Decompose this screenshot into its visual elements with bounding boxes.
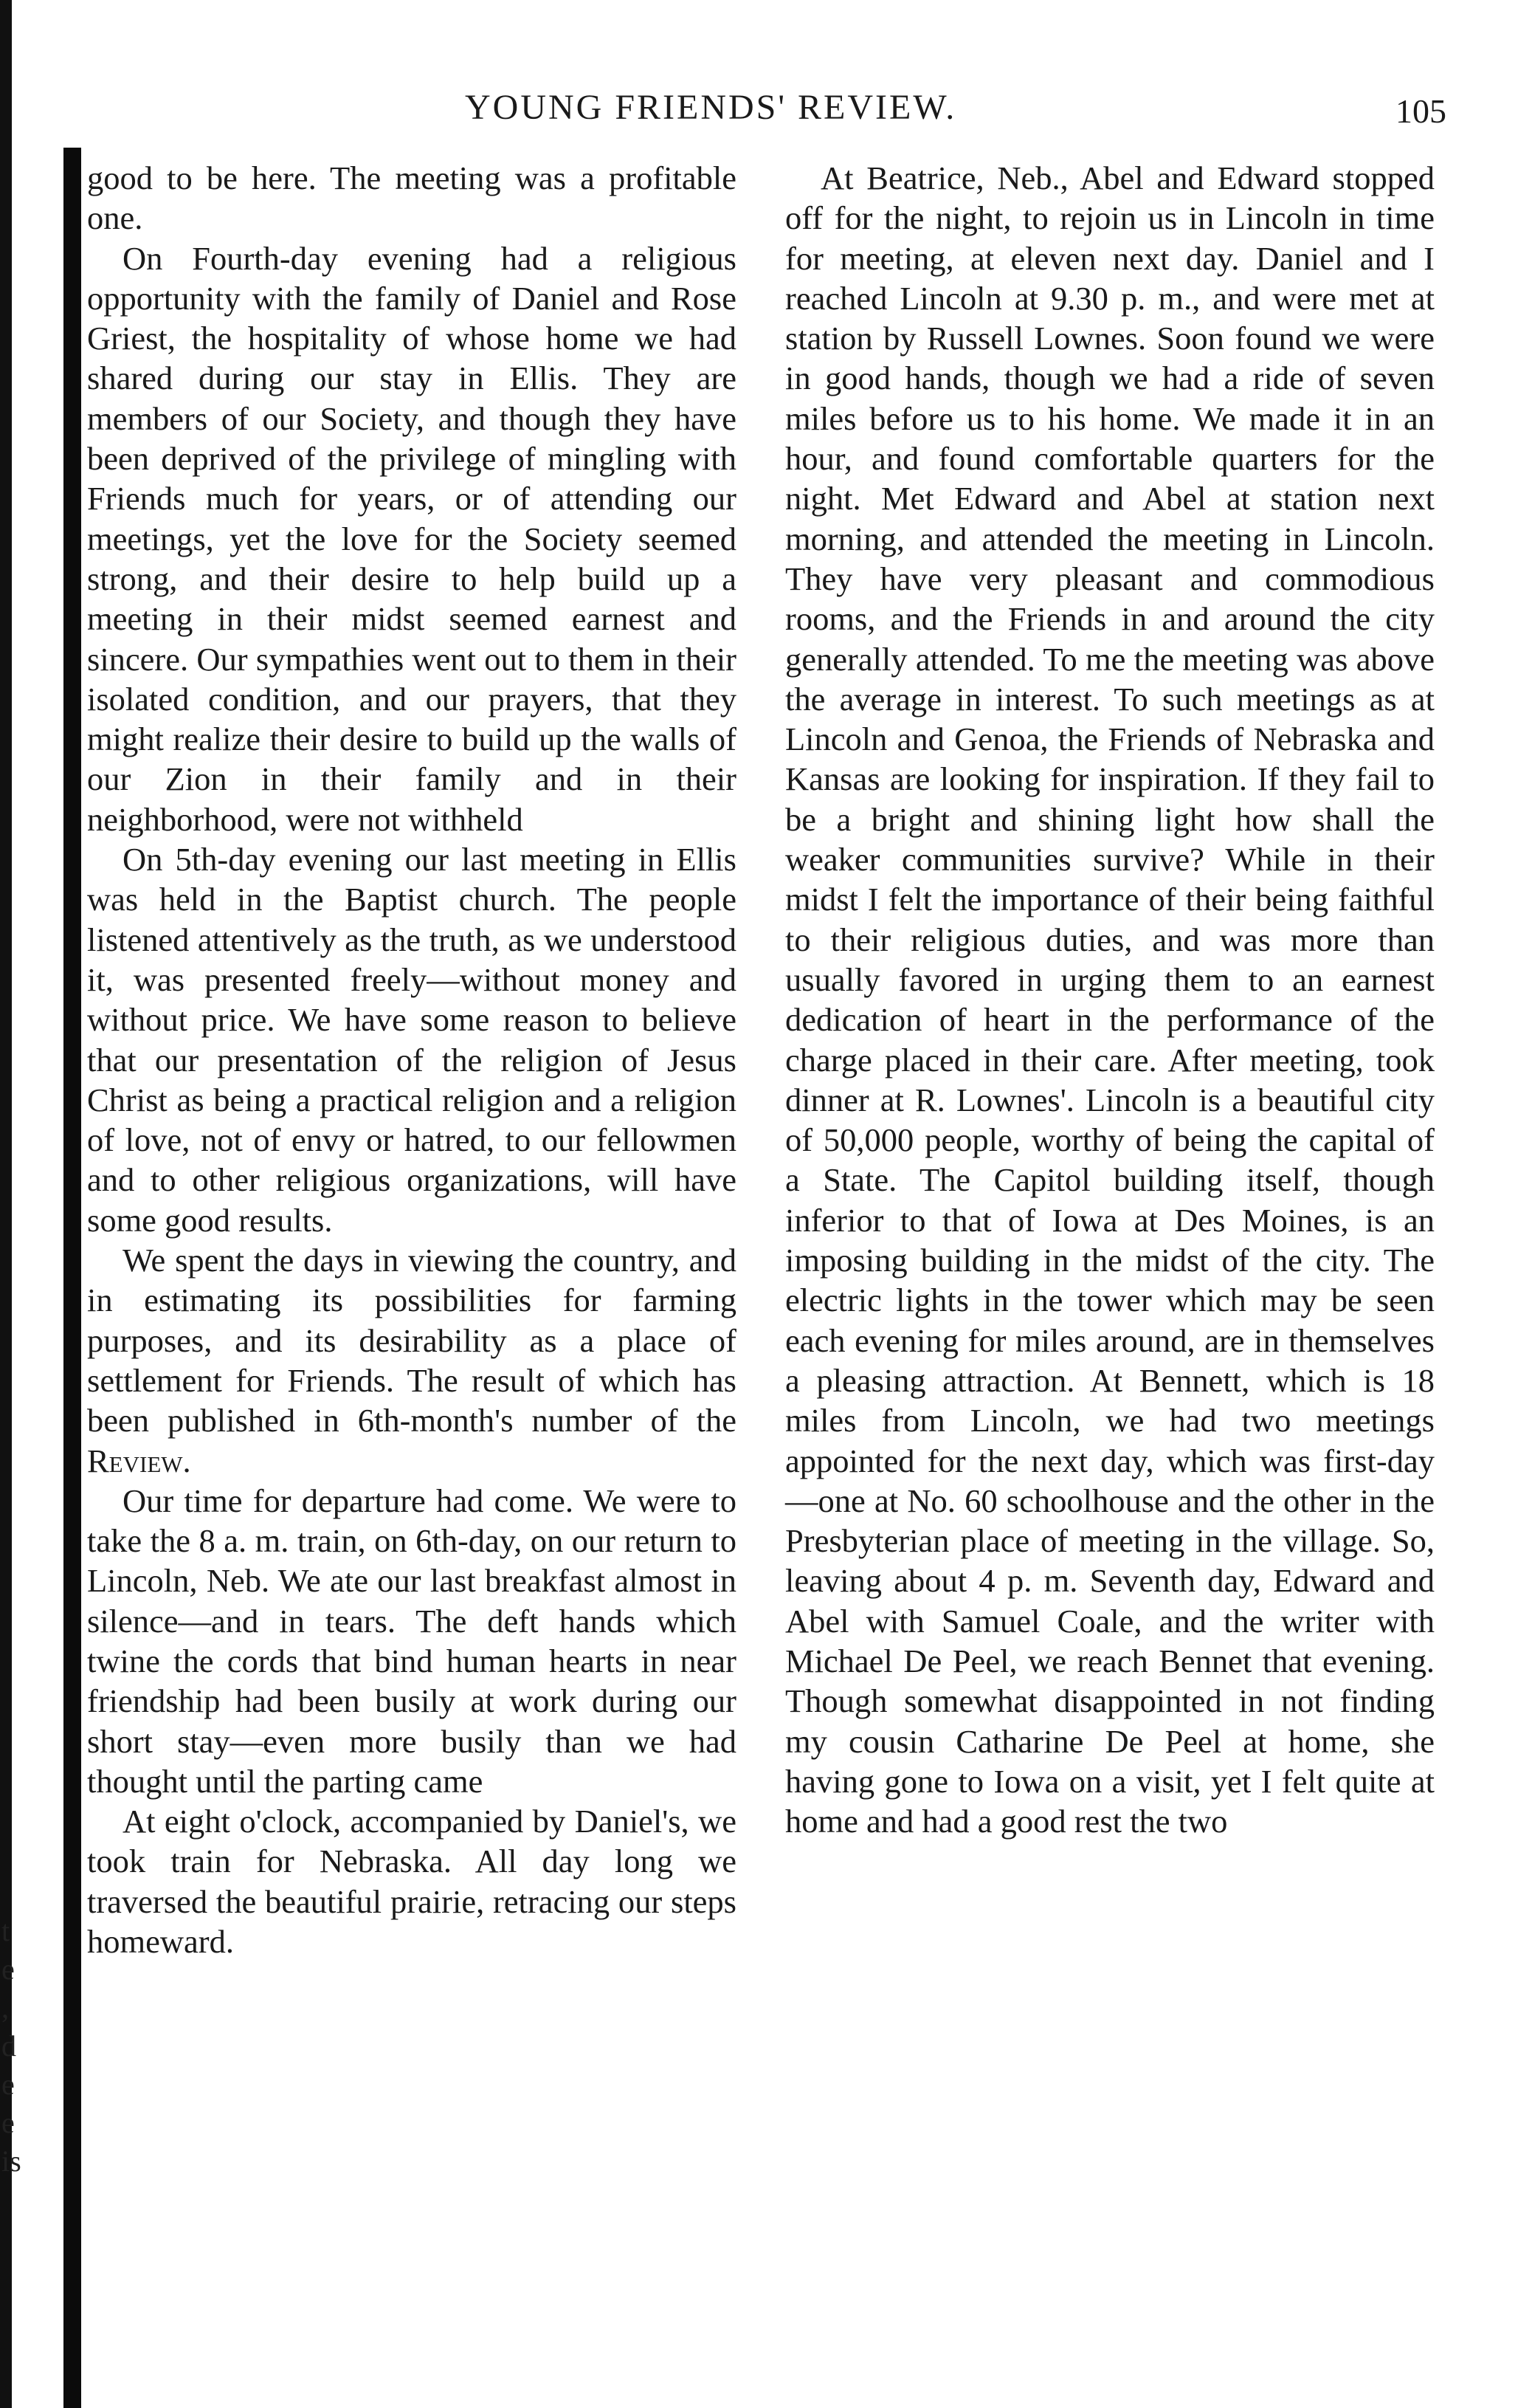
paragraph xyxy=(87,1240,736,1481)
margin-fragment: e xyxy=(1,2068,15,2101)
paragraph: On 5th-day evening our last meeting in Ellis was held in the Baptist church. The people listened attentively as the truth, as we understood it, was presented freely—without money and without price. We have some reason to believe that our presentation of the religion of Jesus Christ as being a practical religion and a religion of love, not of envy or hatred, to our fellowmen and to other religious organizations, will have some good results. xyxy=(87,841,736,1239)
margin-fragment: , xyxy=(1,1991,9,2024)
paragraph: good to be here. The meeting was a profitable one. xyxy=(87,159,736,237)
left-column xyxy=(87,158,736,1961)
spine-shadow xyxy=(63,148,81,2408)
margin-fragment: is xyxy=(1,2144,21,2178)
paragraph: At eight o'clock, accompanied by Daniel's, we took train for Nebraska. All day long we traversed the beautiful prairie, retracing our steps homeward. xyxy=(87,1803,736,1961)
paragraph: On Fourth-day evening had a religious opportunity with the family of Daniel and Rose Griest, the hospitality of whose home we had shared during our stay in Ellis. They are members of our Society, and though they have been deprived of the privilege of mingling with Friends much for years, or of attending our meetings, yet the love for the Society seemed strong, and their desire to help build up a meeting in their midst seemed earnest and sincere. Our sympathies went out to them in their isolated condition, and our prayers, that they might realize their desire to build up the walls of our Zion in their family and in their neighborhood, were not withheld xyxy=(87,239,736,838)
margin-fragment: e xyxy=(1,2106,15,2139)
page-header xyxy=(413,87,1446,139)
paragraph: Our time for departure had come. We were to take the 8 a. m. train, on 6th-day, on our return to Lincoln, Neb. We ate our last breakfast almost in silence—and in tears. The deft hands which twine the cords that bind human hearts in near friendship had been busily at work during our short stay—even more busily than we had thought until the parting came xyxy=(87,1482,736,1800)
running-title: YOUNG FRIENDS' REVIEW. xyxy=(465,88,957,127)
margin-fragment: t xyxy=(1,1914,10,1947)
right-column xyxy=(785,158,1435,1841)
margin-fragment: e xyxy=(1,1953,15,1986)
page-number: 105 xyxy=(1395,92,1446,130)
review-reference: Review. xyxy=(87,1442,191,1479)
margin-fragment: d xyxy=(1,2029,16,2063)
paragraph: At Beatrice, Neb., Abel and Edward stopped off for the night, to rejoin us in Lincoln in time for meeting, at eleven next day. Daniel and I reached Lincoln at 9.30 p. m., and were met at station by Russell Lownes. Soon found we were in good hands, though we had a ride of seven miles before us to his home. We made it in an hour, and found comfortable quarters for the night. Met Edward and Abel at station next morning, and attended the meeting in Lincoln. They have very pleasant and commodious rooms, and the Friends in and around the city generally attended. To me the meeting was above the average in interest. To such meetings as at Lincoln and Genoa, the Friends of Nebraska and Kansas are looking for inspiration. If they fail to be a bright and shining light how shall the weaker communities survive? While in their midst I felt the importance of their being faithful to their religious duties, and was more than usually favored in urging them to an earnest dedication of heart in the performance of the charge placed in their care. After meeting, took dinner at R. Lownes'. Lincoln is a beautiful city of 50,000 people, worthy of being the capital of a State. The Capitol building itself, though inferior to that of Iowa at Des Moines, is an imposing building in the midst of the city. The electric lights in the tower which may be seen each evening for miles around, are in themselves a pleasing attraction. At Bennett, which is 18 miles from Lincoln, we had two meetings appointed for the next day, which was first-day—one at No. 60 schoolhouse and the other in the Presbyterian place of meeting in the village. So, leaving about 4 p. m. Seventh day, Edward and Abel with Samuel Coale, and the writer with Michael De Peel, we reach Bennet that evening. Though somewhat disappointed in not finding my cousin Catharine De Peel at home, she having gone to Iowa on a visit, yet I felt quite at home and had a good rest the two xyxy=(785,159,1435,1840)
paragraph-text: We spent the days in viewing the country, and in estimating its possibilities for farming purposes, and its desirability as a place of settlement for Friends. The result of which has been published in 6th-month's number of the xyxy=(87,1242,736,1439)
adjacent-page-margin xyxy=(1,1912,24,2181)
